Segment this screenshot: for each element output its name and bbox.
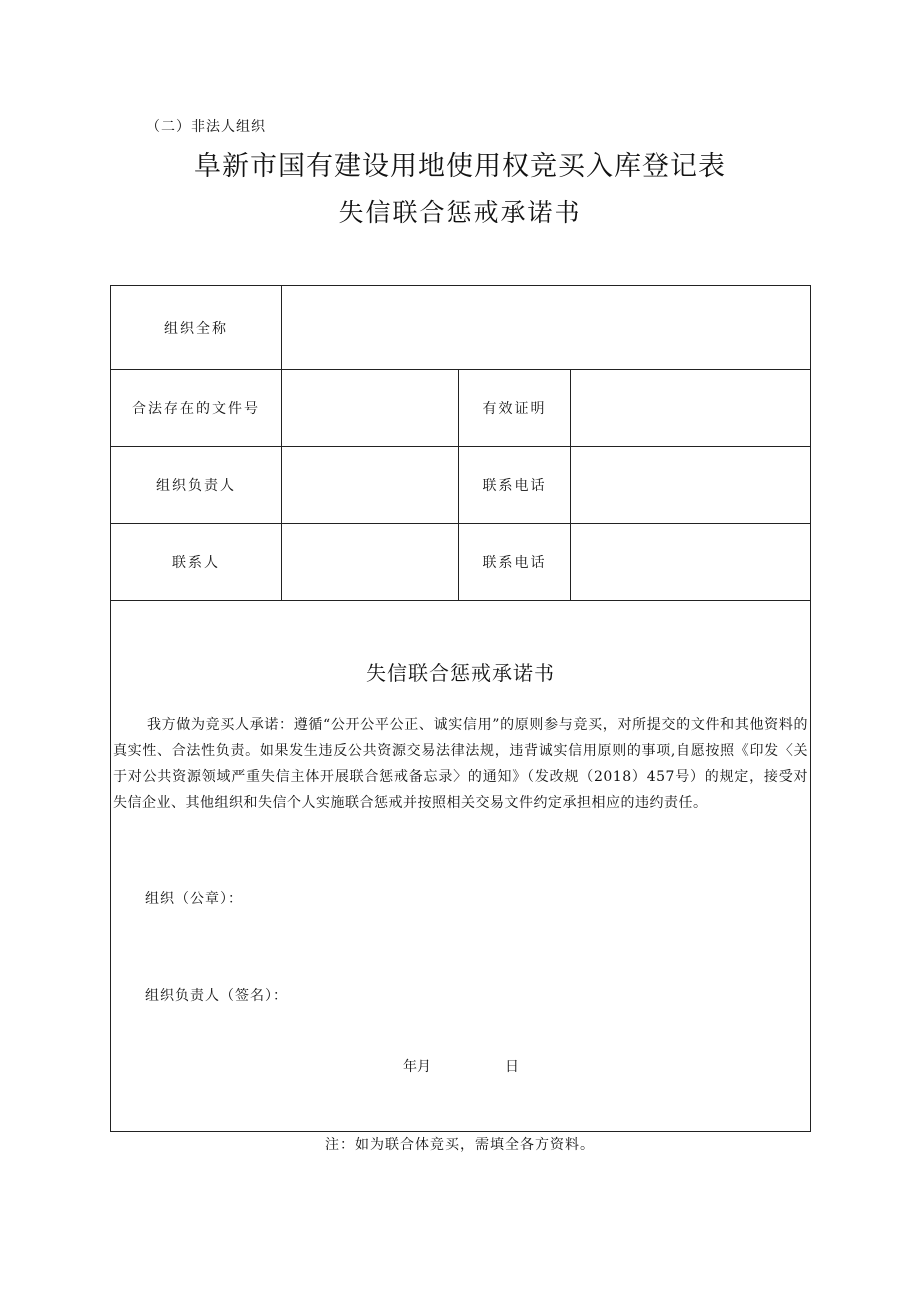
- pledge-title: 失信联合惩戒承诺书: [366, 661, 555, 685]
- section-label: （二）非法人组织: [146, 119, 266, 135]
- org-head-field[interactable]: [282, 447, 459, 524]
- legal-doc-label: 合法存在的文件号: [111, 370, 282, 447]
- phone-label-2: 联系电话: [459, 524, 571, 601]
- registration-form-table: [110, 285, 811, 1132]
- table-row: [111, 524, 811, 601]
- seal-label: 组织（公章）：: [145, 891, 243, 907]
- phone-field-2[interactable]: [571, 524, 811, 601]
- table-row: [111, 447, 811, 524]
- phone-field-1[interactable]: [571, 447, 811, 524]
- phone-label-1: 联系电话: [459, 447, 571, 524]
- org-name-field[interactable]: [282, 286, 811, 370]
- table-row: [111, 601, 811, 1132]
- table-row: [111, 286, 811, 370]
- page-title: 阜新市国有建设用地使用权竞买入库登记表: [194, 151, 726, 182]
- pledge-body: 我方做为竞买人承诺：遵循“公开公平公正、诚实信用”的原则参与竞买，对所提交的文件和其他资料的真实性、合法性负责。如果发生违反公共资源交易法律法规，违背诚实信用原则的事项,自愿按照《印发〈关于对公共资源领域严重失信主体开展联合惩戒备忘录〉的通知》（发改规（2018）457号）的规定，接受对失信企业、其他组织和失信个人实施联合惩戒并按照相关交易文件约定承担相应的违约责任。: [113, 717, 809, 811]
- head-signature-label: 组织负责人（签名）：: [145, 988, 288, 1004]
- org-name-label: 组织全称: [111, 286, 282, 370]
- footnote: 注：如为联合体竞买，需填全各方资料。: [325, 1137, 595, 1153]
- table-row: [111, 370, 811, 447]
- date-yearmonth: 年月: [403, 1059, 431, 1075]
- valid-proof-field[interactable]: [571, 370, 811, 447]
- contact-label: 联系人: [111, 524, 282, 601]
- contact-field[interactable]: [282, 524, 459, 601]
- valid-proof-label: 有效证明: [459, 370, 571, 447]
- pledge-section: [111, 601, 811, 1132]
- date-day: 日: [505, 1059, 519, 1075]
- legal-doc-field[interactable]: [282, 370, 459, 447]
- page-subtitle: 失信联合惩戒承诺书: [338, 198, 582, 227]
- org-head-label: 组织负责人: [111, 447, 282, 524]
